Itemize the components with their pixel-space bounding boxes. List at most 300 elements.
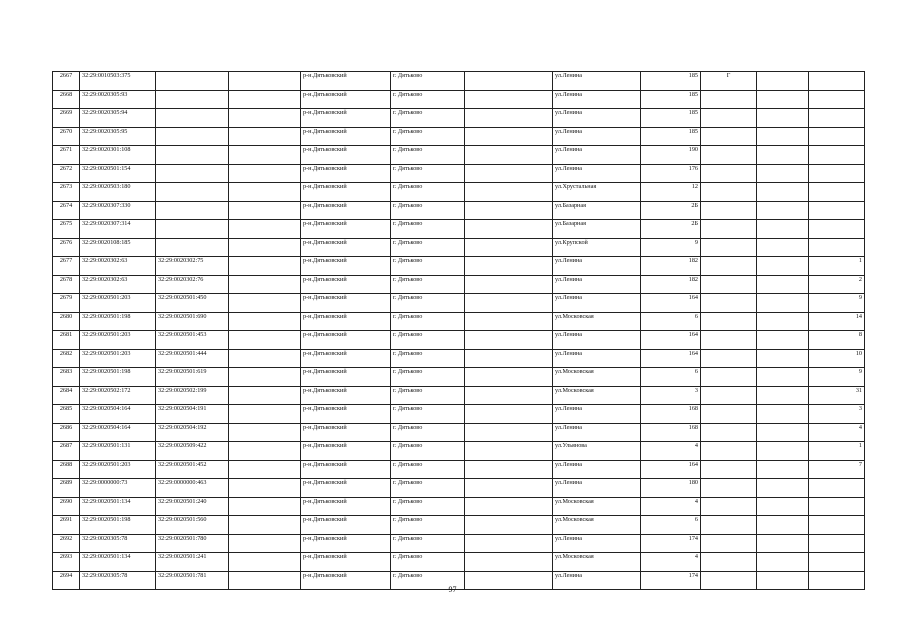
city-cell: г. Дятьково xyxy=(391,460,465,479)
house-number-cell: 6 xyxy=(641,516,701,535)
building-letter-cell: Г xyxy=(701,72,757,91)
district-cell: р-н.Дятьковский xyxy=(301,516,391,535)
building-letter-cell xyxy=(701,386,757,405)
district-cell: р-н.Дятьковский xyxy=(301,238,391,257)
parent-cadastral-number-cell xyxy=(156,72,229,91)
table-row xyxy=(53,534,865,553)
city-cell: г. Дятьково xyxy=(391,405,465,424)
district-cell: р-н.Дятьковский xyxy=(301,312,391,331)
empty-cell xyxy=(757,257,809,276)
parent-cadastral-number-cell xyxy=(156,220,229,239)
row-number-cell: 2687 xyxy=(53,442,80,461)
parent-cadastral-number-cell: 32:29:0020501:452 xyxy=(156,460,229,479)
building-letter-cell xyxy=(701,516,757,535)
empty-cell xyxy=(757,146,809,165)
street-cell: ул.Московская xyxy=(553,553,641,572)
district-cell: р-н.Дятьковский xyxy=(301,127,391,146)
row-number-cell: 2694 xyxy=(53,571,80,590)
empty-cell xyxy=(465,127,553,146)
cadastral-number-cell: 32:29:0020503:180 xyxy=(80,183,156,202)
parent-cadastral-number-cell: 32:29:0020509:422 xyxy=(156,442,229,461)
row-number-cell: 2684 xyxy=(53,386,80,405)
empty-cell xyxy=(757,127,809,146)
apartment-number-cell: 14 xyxy=(809,312,865,331)
table-row xyxy=(53,90,865,109)
building-letter-cell xyxy=(701,220,757,239)
empty-cell xyxy=(229,479,301,498)
empty-cell xyxy=(229,460,301,479)
row-number-cell: 2692 xyxy=(53,534,80,553)
street-cell: ул.Ленина xyxy=(553,460,641,479)
district-cell: р-н.Дятьковский xyxy=(301,257,391,276)
building-letter-cell xyxy=(701,294,757,313)
house-number-cell: 6 xyxy=(641,368,701,387)
empty-cell xyxy=(757,275,809,294)
street-cell: ул.Ленина xyxy=(553,164,641,183)
district-cell: р-н.Дятьковский xyxy=(301,479,391,498)
house-number-cell: 12 xyxy=(641,183,701,202)
street-cell: ул.Ленина xyxy=(553,90,641,109)
house-number-cell: 3 xyxy=(641,386,701,405)
empty-cell xyxy=(229,127,301,146)
building-letter-cell xyxy=(701,331,757,350)
building-letter-cell xyxy=(701,127,757,146)
city-cell: г. Дятьково xyxy=(391,312,465,331)
house-number-cell: 164 xyxy=(641,460,701,479)
cadastral-number-cell: 32:29:0020305:95 xyxy=(80,127,156,146)
district-cell: р-н.Дятьковский xyxy=(301,90,391,109)
row-number-cell: 2685 xyxy=(53,405,80,424)
row-number-cell: 2677 xyxy=(53,257,80,276)
parent-cadastral-number-cell: 32:29:0020501:560 xyxy=(156,516,229,535)
empty-cell xyxy=(229,109,301,128)
empty-cell xyxy=(229,294,301,313)
cadastral-number-cell: 32:29:0020305:93 xyxy=(80,90,156,109)
parent-cadastral-number-cell: 32:29:0020501:450 xyxy=(156,294,229,313)
city-cell: г. Дятьково xyxy=(391,201,465,220)
empty-cell xyxy=(757,201,809,220)
city-cell: г. Дятьково xyxy=(391,183,465,202)
empty-cell xyxy=(465,72,553,91)
empty-cell xyxy=(757,294,809,313)
cadastral-number-cell: 32:29:0020301:108 xyxy=(80,146,156,165)
street-cell: ул.Ленина xyxy=(553,146,641,165)
empty-cell xyxy=(229,534,301,553)
building-letter-cell xyxy=(701,183,757,202)
row-number-cell: 2682 xyxy=(53,349,80,368)
house-number-cell: 176 xyxy=(641,164,701,183)
empty-cell xyxy=(229,368,301,387)
empty-cell xyxy=(229,405,301,424)
empty-cell xyxy=(229,312,301,331)
city-cell: г. Дятьково xyxy=(391,553,465,572)
district-cell: р-н.Дятьковский xyxy=(301,368,391,387)
apartment-number-cell xyxy=(809,164,865,183)
parent-cadastral-number-cell xyxy=(156,127,229,146)
street-cell: ул.Московская xyxy=(553,516,641,535)
city-cell: г. Дятьково xyxy=(391,164,465,183)
street-cell: ул.Базарная xyxy=(553,201,641,220)
empty-cell xyxy=(465,423,553,442)
table-row xyxy=(53,442,865,461)
row-number-cell: 2675 xyxy=(53,220,80,239)
apartment-number-cell: 7 xyxy=(809,460,865,479)
city-cell: г. Дятьково xyxy=(391,72,465,91)
empty-cell xyxy=(465,257,553,276)
empty-cell xyxy=(229,275,301,294)
parent-cadastral-number-cell xyxy=(156,238,229,257)
street-cell: ул.Базарная xyxy=(553,220,641,239)
empty-cell xyxy=(465,553,553,572)
parent-cadastral-number-cell: 32:29:0020501:241 xyxy=(156,553,229,572)
empty-cell xyxy=(229,164,301,183)
street-cell: ул.Московская xyxy=(553,368,641,387)
apartment-number-cell xyxy=(809,90,865,109)
house-number-cell: 2Б xyxy=(641,201,701,220)
row-number-cell: 2678 xyxy=(53,275,80,294)
apartment-number-cell xyxy=(809,516,865,535)
register-table xyxy=(52,71,865,590)
empty-cell xyxy=(229,349,301,368)
parent-cadastral-number-cell: 32:29:0020502:199 xyxy=(156,386,229,405)
empty-cell xyxy=(465,479,553,498)
city-cell: г. Дятьково xyxy=(391,479,465,498)
house-number-cell: 168 xyxy=(641,405,701,424)
district-cell: р-н.Дятьковский xyxy=(301,331,391,350)
apartment-number-cell xyxy=(809,183,865,202)
building-letter-cell xyxy=(701,460,757,479)
cadastral-number-cell: 32:29:0020307:330 xyxy=(80,201,156,220)
cadastral-number-cell: 32:29:0000000:73 xyxy=(80,479,156,498)
table-row xyxy=(53,386,865,405)
empty-cell xyxy=(229,220,301,239)
cadastral-number-cell: 32:29:0010503:375 xyxy=(80,72,156,91)
empty-cell xyxy=(465,349,553,368)
district-cell: р-н.Дятьковский xyxy=(301,109,391,128)
empty-cell xyxy=(465,516,553,535)
row-number-cell: 2688 xyxy=(53,460,80,479)
district-cell: р-н.Дятьковский xyxy=(301,146,391,165)
empty-cell xyxy=(757,90,809,109)
empty-cell xyxy=(757,405,809,424)
empty-cell xyxy=(465,497,553,516)
street-cell: ул.Ульянова xyxy=(553,442,641,461)
building-letter-cell xyxy=(701,405,757,424)
street-cell: ул.Ленина xyxy=(553,571,641,590)
empty-cell xyxy=(757,164,809,183)
table-row xyxy=(53,405,865,424)
building-letter-cell xyxy=(701,349,757,368)
street-cell: ул.Ленина xyxy=(553,349,641,368)
row-number-cell: 2672 xyxy=(53,164,80,183)
empty-cell xyxy=(757,220,809,239)
street-cell: ул.Ленина xyxy=(553,127,641,146)
row-number-cell: 2689 xyxy=(53,479,80,498)
empty-cell xyxy=(229,201,301,220)
apartment-number-cell xyxy=(809,497,865,516)
table-row xyxy=(53,127,865,146)
house-number-cell: 185 xyxy=(641,90,701,109)
apartment-number-cell: 3 xyxy=(809,405,865,424)
apartment-number-cell: 9 xyxy=(809,368,865,387)
street-cell: ул.Ленина xyxy=(553,479,641,498)
cadastral-number-cell: 32:29:0020501:131 xyxy=(80,442,156,461)
empty-cell xyxy=(757,460,809,479)
house-number-cell: 9 xyxy=(641,238,701,257)
cadastral-number-cell: 32:29:0020501:203 xyxy=(80,331,156,350)
empty-cell xyxy=(229,553,301,572)
house-number-cell: 4 xyxy=(641,553,701,572)
empty-cell xyxy=(757,423,809,442)
district-cell: р-н.Дятьковский xyxy=(301,275,391,294)
table-row xyxy=(53,553,865,572)
city-cell: г. Дятьково xyxy=(391,275,465,294)
building-letter-cell xyxy=(701,164,757,183)
house-number-cell: 174 xyxy=(641,534,701,553)
city-cell: г. Дятьково xyxy=(391,90,465,109)
empty-cell xyxy=(757,497,809,516)
cadastral-number-cell: 32:29:0020305:94 xyxy=(80,109,156,128)
building-letter-cell xyxy=(701,442,757,461)
house-number-cell: 2Б xyxy=(641,220,701,239)
house-number-cell: 6 xyxy=(641,312,701,331)
empty-cell xyxy=(465,201,553,220)
district-cell: р-н.Дятьковский xyxy=(301,294,391,313)
cadastral-number-cell: 32:29:0020501:198 xyxy=(80,516,156,535)
house-number-cell: 190 xyxy=(641,146,701,165)
city-cell: г. Дятьково xyxy=(391,146,465,165)
table-row xyxy=(53,331,865,350)
cadastral-number-cell: 32:29:0020501:134 xyxy=(80,497,156,516)
house-number-cell: 164 xyxy=(641,331,701,350)
empty-cell xyxy=(229,72,301,91)
building-letter-cell xyxy=(701,553,757,572)
parent-cadastral-number-cell xyxy=(156,164,229,183)
district-cell: р-н.Дятьковский xyxy=(301,460,391,479)
table-row xyxy=(53,201,865,220)
table-row xyxy=(53,146,865,165)
cadastral-number-cell: 32:29:0020307:314 xyxy=(80,220,156,239)
house-number-cell: 185 xyxy=(641,72,701,91)
city-cell: г. Дятьково xyxy=(391,257,465,276)
register-body xyxy=(53,72,865,590)
street-cell: ул.Ленина xyxy=(553,275,641,294)
empty-cell xyxy=(757,312,809,331)
empty-cell xyxy=(465,534,553,553)
row-number-cell: 2674 xyxy=(53,201,80,220)
apartment-number-cell xyxy=(809,146,865,165)
district-cell: р-н.Дятьковский xyxy=(301,553,391,572)
building-letter-cell xyxy=(701,146,757,165)
city-cell: г. Дятьково xyxy=(391,442,465,461)
table-row xyxy=(53,294,865,313)
building-letter-cell xyxy=(701,238,757,257)
empty-cell xyxy=(229,442,301,461)
apartment-number-cell xyxy=(809,553,865,572)
parent-cadastral-number-cell xyxy=(156,109,229,128)
page-number: 97 xyxy=(448,585,457,594)
apartment-number-cell xyxy=(809,534,865,553)
parent-cadastral-number-cell: 32:29:0020501:690 xyxy=(156,312,229,331)
district-cell: р-н.Дятьковский xyxy=(301,571,391,590)
row-number-cell: 2680 xyxy=(53,312,80,331)
row-number-cell: 2690 xyxy=(53,497,80,516)
table-row xyxy=(53,109,865,128)
city-cell: г. Дятьково xyxy=(391,109,465,128)
empty-cell xyxy=(757,442,809,461)
parent-cadastral-number-cell xyxy=(156,90,229,109)
empty-cell xyxy=(229,146,301,165)
cadastral-number-cell: 32:29:0020302:63 xyxy=(80,275,156,294)
district-cell: р-н.Дятьковский xyxy=(301,497,391,516)
building-letter-cell xyxy=(701,201,757,220)
table-row xyxy=(53,460,865,479)
house-number-cell: 174 xyxy=(641,571,701,590)
empty-cell xyxy=(465,405,553,424)
cadastral-number-cell: 32:29:0020501:198 xyxy=(80,368,156,387)
empty-cell xyxy=(757,368,809,387)
apartment-number-cell: 31 xyxy=(809,386,865,405)
city-cell: г. Дятьково xyxy=(391,127,465,146)
city-cell: г. Дятьково xyxy=(391,331,465,350)
city-cell: г. Дятьково xyxy=(391,386,465,405)
parent-cadastral-number-cell: 32:29:0020501:781 xyxy=(156,571,229,590)
city-cell: г. Дятьково xyxy=(391,238,465,257)
cadastral-number-cell: 32:29:0020501:154 xyxy=(80,164,156,183)
house-number-cell: 185 xyxy=(641,127,701,146)
cadastral-number-cell: 32:29:0020305:78 xyxy=(80,571,156,590)
parent-cadastral-number-cell: 32:29:0020501:780 xyxy=(156,534,229,553)
apartment-number-cell xyxy=(809,201,865,220)
empty-cell xyxy=(465,164,553,183)
district-cell: р-н.Дятьковский xyxy=(301,201,391,220)
empty-cell xyxy=(465,238,553,257)
empty-cell xyxy=(229,183,301,202)
empty-cell xyxy=(465,109,553,128)
empty-cell xyxy=(229,331,301,350)
house-number-cell: 4 xyxy=(641,442,701,461)
row-number-cell: 2691 xyxy=(53,516,80,535)
empty-cell xyxy=(757,479,809,498)
district-cell: р-н.Дятьковский xyxy=(301,442,391,461)
row-number-cell: 2683 xyxy=(53,368,80,387)
apartment-number-cell xyxy=(809,238,865,257)
empty-cell xyxy=(229,497,301,516)
parent-cadastral-number-cell: 32:29:0020501:444 xyxy=(156,349,229,368)
building-letter-cell xyxy=(701,534,757,553)
building-letter-cell xyxy=(701,257,757,276)
empty-cell xyxy=(465,146,553,165)
table-row xyxy=(53,368,865,387)
empty-cell xyxy=(465,183,553,202)
city-cell: г. Дятьково xyxy=(391,423,465,442)
apartment-number-cell: 4 xyxy=(809,423,865,442)
empty-cell xyxy=(757,238,809,257)
building-letter-cell xyxy=(701,90,757,109)
row-number-cell: 2669 xyxy=(53,109,80,128)
apartment-number-cell xyxy=(809,127,865,146)
empty-cell xyxy=(465,442,553,461)
empty-cell xyxy=(465,460,553,479)
row-number-cell: 2681 xyxy=(53,331,80,350)
table-row xyxy=(53,479,865,498)
building-letter-cell xyxy=(701,368,757,387)
city-cell: г. Дятьково xyxy=(391,571,465,590)
city-cell: г. Дятьково xyxy=(391,516,465,535)
city-cell: г. Дятьково xyxy=(391,368,465,387)
house-number-cell: 182 xyxy=(641,257,701,276)
empty-cell xyxy=(757,349,809,368)
table-row xyxy=(53,257,865,276)
empty-cell xyxy=(465,331,553,350)
table-row xyxy=(53,423,865,442)
table-row xyxy=(53,497,865,516)
table-row xyxy=(53,72,865,91)
parent-cadastral-number-cell xyxy=(156,146,229,165)
table-row xyxy=(53,516,865,535)
parent-cadastral-number-cell: 32:29:0000000:463 xyxy=(156,479,229,498)
street-cell: ул.Ленина xyxy=(553,257,641,276)
apartment-number-cell: 1 xyxy=(809,442,865,461)
row-number-cell: 2668 xyxy=(53,90,80,109)
empty-cell xyxy=(229,516,301,535)
cadastral-number-cell: 32:29:0020302:63 xyxy=(80,257,156,276)
row-number-cell: 2676 xyxy=(53,238,80,257)
table-row xyxy=(53,164,865,183)
street-cell: ул.Ленина xyxy=(553,72,641,91)
empty-cell xyxy=(229,257,301,276)
empty-cell xyxy=(465,312,553,331)
row-number-cell: 2693 xyxy=(53,553,80,572)
parent-cadastral-number-cell: 32:29:0020302:76 xyxy=(156,275,229,294)
building-letter-cell xyxy=(701,109,757,128)
empty-cell xyxy=(465,368,553,387)
city-cell: г. Дятьково xyxy=(391,497,465,516)
empty-cell xyxy=(757,331,809,350)
empty-cell xyxy=(757,183,809,202)
district-cell: р-н.Дятьковский xyxy=(301,349,391,368)
row-number-cell: 2671 xyxy=(53,146,80,165)
table-row xyxy=(53,275,865,294)
street-cell: ул.Крупской xyxy=(553,238,641,257)
empty-cell xyxy=(229,386,301,405)
row-number-cell: 2670 xyxy=(53,127,80,146)
apartment-number-cell: 9 xyxy=(809,294,865,313)
row-number-cell: 2686 xyxy=(53,423,80,442)
street-cell: ул.Ленина xyxy=(553,331,641,350)
cadastral-number-cell: 32:29:0020504:164 xyxy=(80,423,156,442)
city-cell: г. Дятьково xyxy=(391,349,465,368)
parent-cadastral-number-cell: 32:29:0020504:192 xyxy=(156,423,229,442)
empty-cell xyxy=(757,516,809,535)
apartment-number-cell: 2 xyxy=(809,275,865,294)
empty-cell xyxy=(757,72,809,91)
empty-cell xyxy=(465,294,553,313)
district-cell: р-н.Дятьковский xyxy=(301,164,391,183)
cadastral-number-cell: 32:29:0020501:203 xyxy=(80,294,156,313)
city-cell: г. Дятьково xyxy=(391,294,465,313)
empty-cell xyxy=(229,423,301,442)
empty-cell xyxy=(757,553,809,572)
empty-cell xyxy=(465,275,553,294)
cadastral-number-cell: 32:29:0020501:203 xyxy=(80,349,156,368)
parent-cadastral-number-cell xyxy=(156,201,229,220)
city-cell: г. Дятьково xyxy=(391,534,465,553)
street-cell: ул.Ленина xyxy=(553,109,641,128)
table-row xyxy=(53,220,865,239)
row-number-cell: 2673 xyxy=(53,183,80,202)
district-cell: р-н.Дятьковский xyxy=(301,386,391,405)
